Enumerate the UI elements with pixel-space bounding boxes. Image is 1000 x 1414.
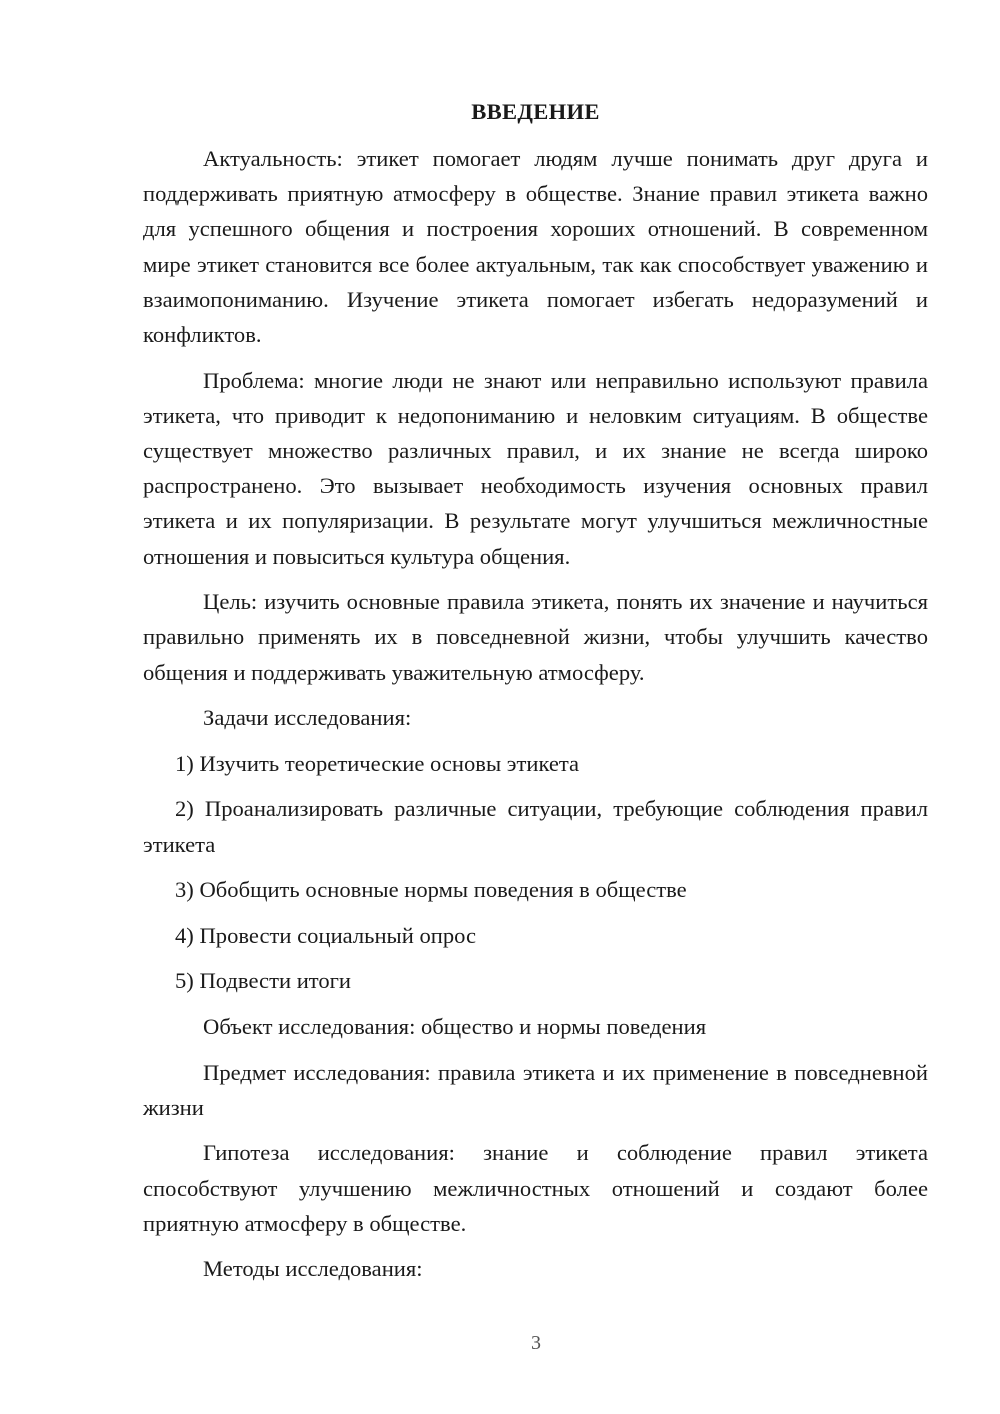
relevance-paragraph: Актуальность: этикет помогает людям лучше понимать друг друга и поддерживать приятную атмосферу в обществе. Знание правил этикета важно для успешного общения и построения хороших отношений. В современном мире этикет становится все более актуальным, так как способствует уважению и взаимопониманию. Изучение этикета помогает избегать недоразумений и конфликтов. (143, 146, 928, 348)
object-paragraph: Объект исследования: общество и нормы поведения (203, 1013, 707, 1039)
page-number: 3 (531, 1332, 541, 1354)
task-item-5: 5) Подвести итоги (175, 968, 352, 994)
task-item-2: 2) Проанализировать различные ситуации, требующие соблюдения правил этикета (143, 796, 928, 857)
problem-paragraph: Проблема: многие люди не знают или неправильно используют правила этикета, что приводит к недопониманию и неловким ситуациям. В обществе существует множество различных правил, и их знание не всегда широко распространено. Это вызывает необходимость изучения основных правил этикета и их популяризации. В результате могут улучшиться межличностные отношения и повыситься культура общения. (143, 367, 928, 569)
methods-heading: Методы исследования: (203, 1256, 423, 1282)
task-item-4: 4) Провести социальный опрос (175, 922, 477, 948)
subject-paragraph: Предмет исследования: правила этикета и их применение в повседневной жизни (143, 1059, 928, 1120)
page-content (143, 94, 928, 1297)
goal-paragraph: Цель: изучить основные правила этикета, понять их значение и научиться правильно применять их в повседневной жизни, чтобы улучшить качество общения и поддерживать уважительную атмосферу. (143, 589, 928, 685)
page-title: ВВЕДЕНИЕ (471, 99, 600, 124)
task-item-3: 3) Обобщить основные нормы поведения в обществе (175, 877, 687, 903)
task-item-1: 1) Изучить теоретические основы этикета (175, 750, 580, 776)
hypothesis-paragraph: Гипотеза исследования: знание и соблюдение правил этикета способствуют улучшению межличностных отношений и создают более приятную атмосферу в обществе. (143, 1140, 928, 1236)
tasks-heading: Задачи исследования: (203, 705, 412, 731)
